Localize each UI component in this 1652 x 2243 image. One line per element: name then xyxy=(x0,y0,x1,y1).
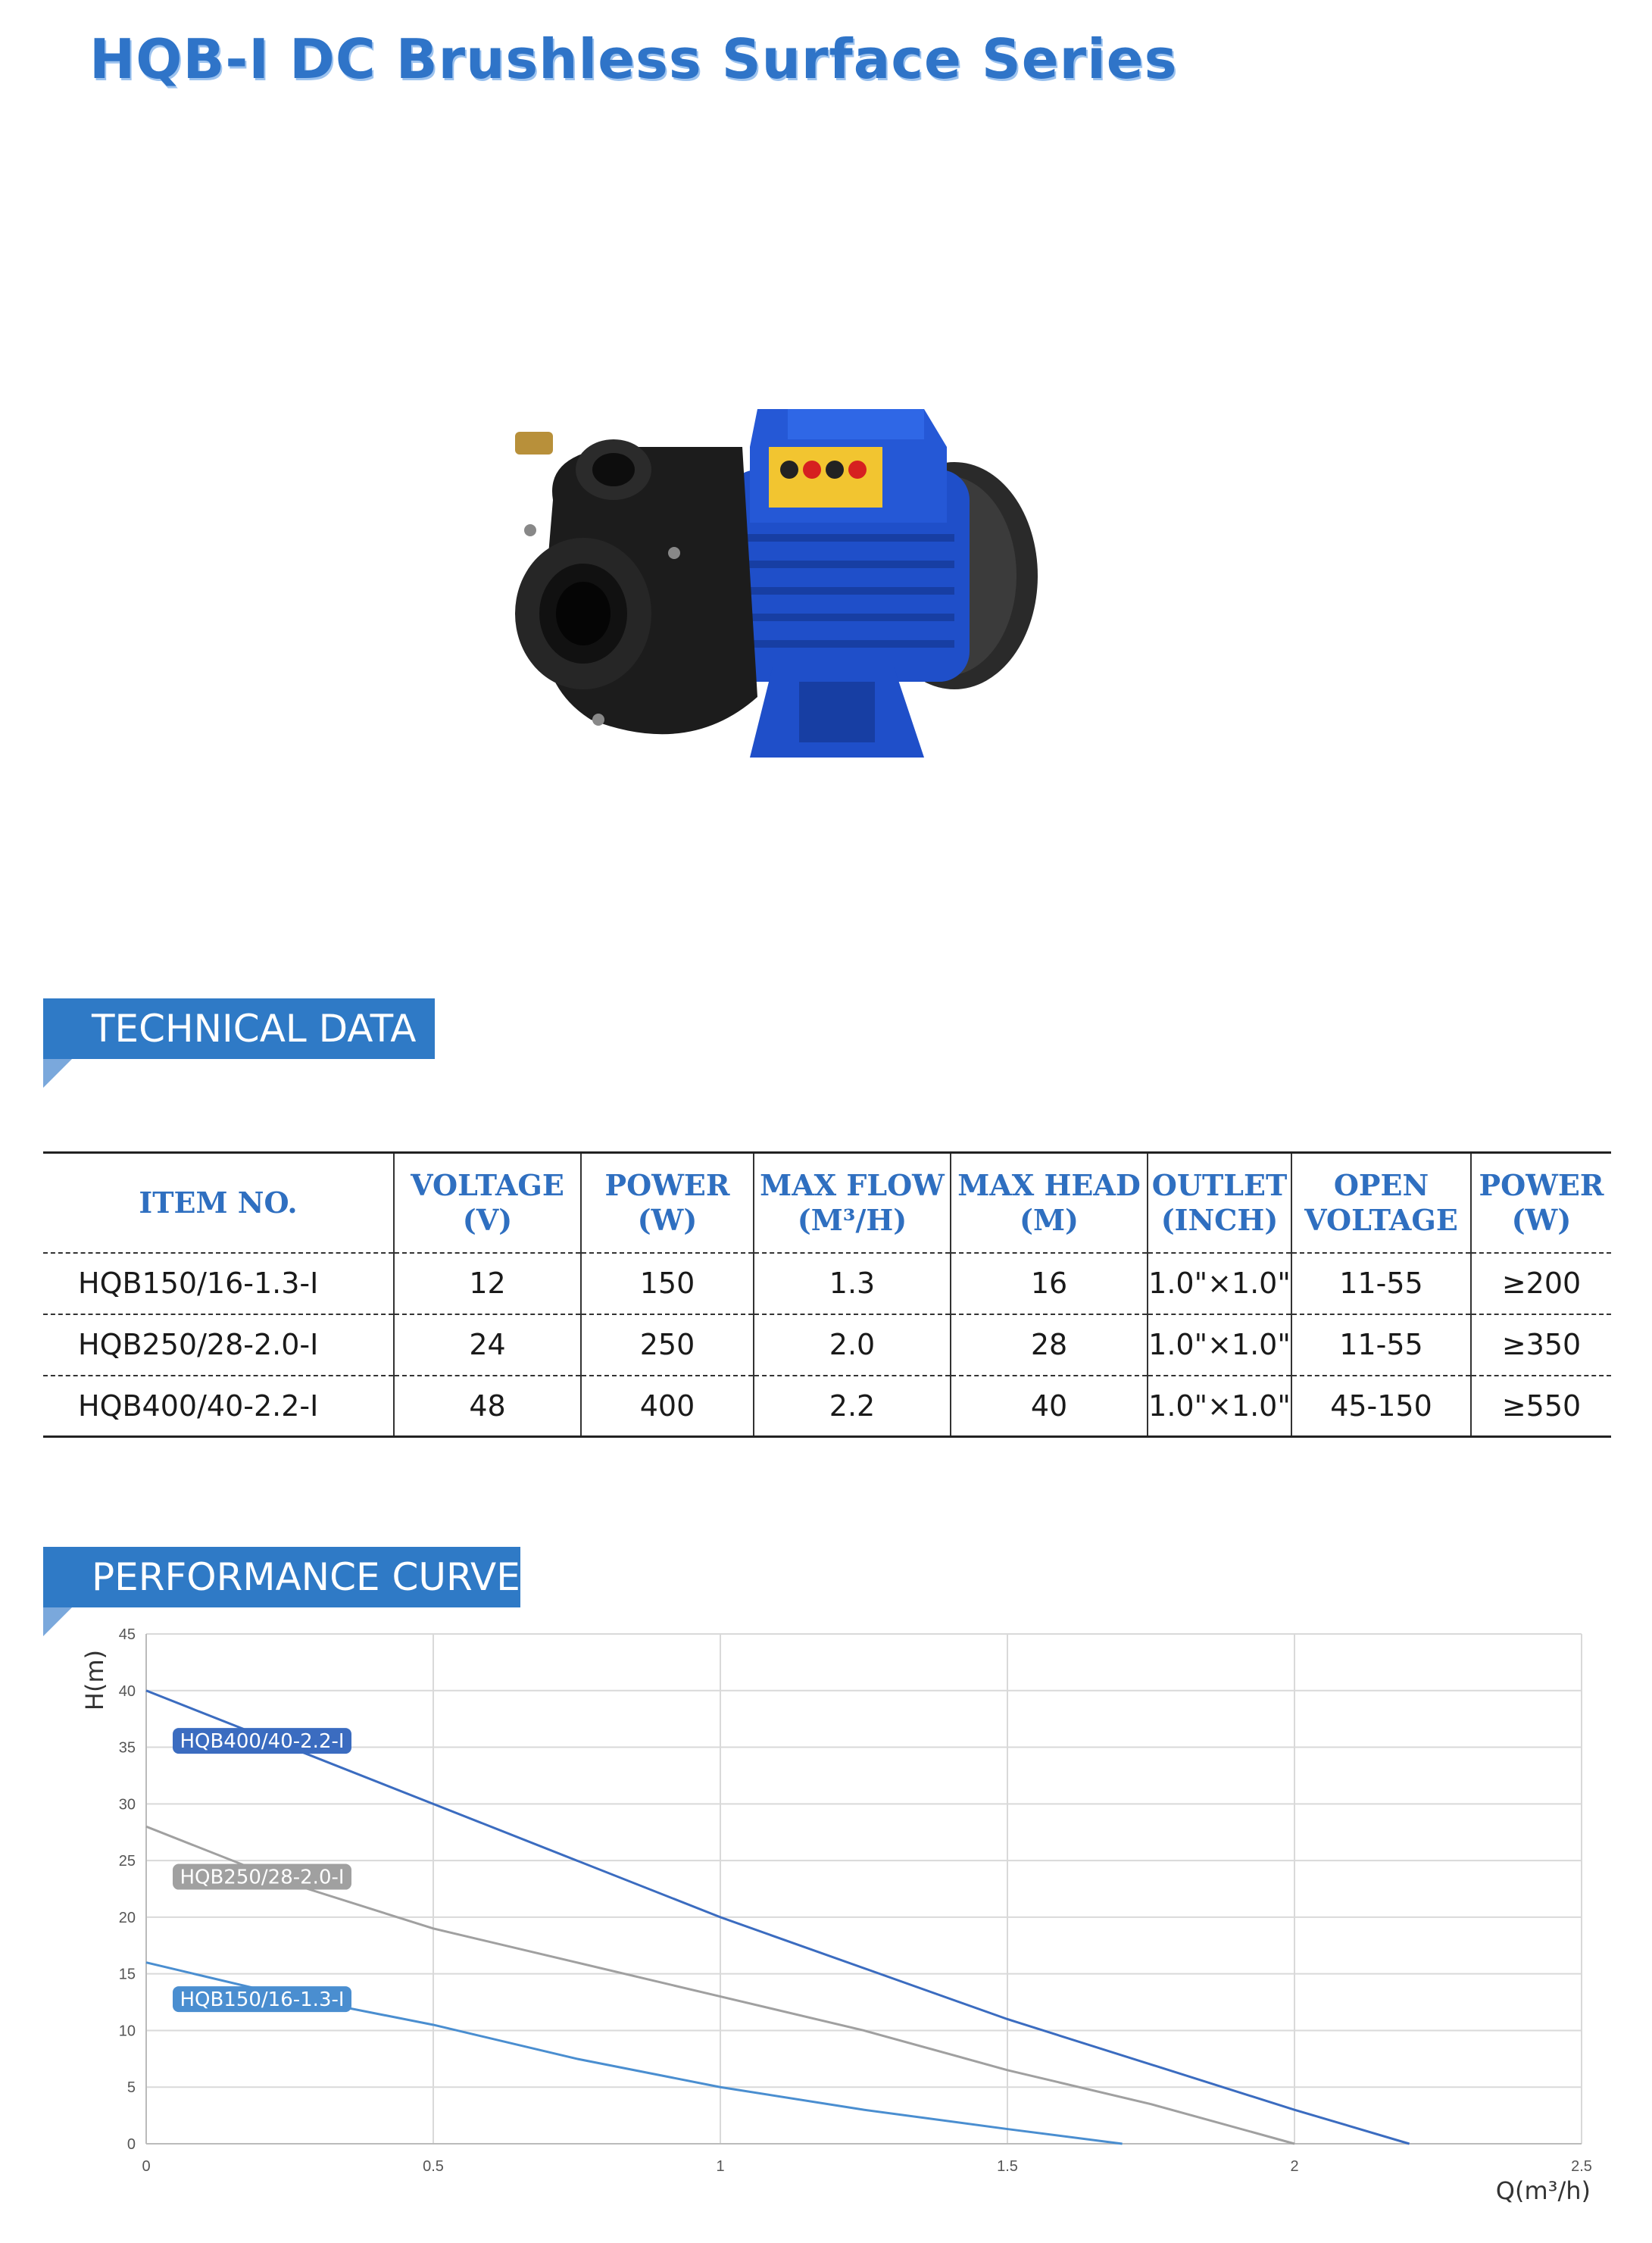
cell-open-voltage: 11-55 xyxy=(1291,1314,1471,1376)
header-item-no: ITEM NO. xyxy=(139,1185,298,1220)
cell-max-head: 40 xyxy=(951,1376,1148,1437)
y-tick-label: 5 xyxy=(126,2079,136,2097)
header-power-output: POWER (W) xyxy=(1471,1153,1611,1253)
cell-max-flow: 1.3 xyxy=(754,1253,951,1314)
y-tick-label: 30 xyxy=(118,1796,136,1813)
y-axis-label: H(m) xyxy=(80,1649,109,1711)
y-tick-label: 0 xyxy=(126,2136,136,2153)
series-label: HQB250/28-2.0-I xyxy=(180,1866,345,1889)
cell-voltage: 24 xyxy=(394,1314,581,1376)
y-tick-label: 15 xyxy=(118,1966,136,1983)
table-header-row xyxy=(43,1153,1611,1253)
y-tick-label: 20 xyxy=(118,1909,136,1926)
cell-max-head: 16 xyxy=(951,1253,1148,1314)
cell-voltage: 48 xyxy=(394,1376,581,1437)
technical-data-table xyxy=(43,1151,1611,1438)
performance-curve-banner: PERFORMANCE CURVE xyxy=(43,1547,520,1607)
y-tick-label: 10 xyxy=(118,2023,136,2040)
x-tick-label: 0 xyxy=(142,2158,151,2175)
cell-max-flow: 2.0 xyxy=(754,1314,951,1376)
cell-item-no: HQB400/40-2.2-I xyxy=(78,1389,319,1423)
x-tick-label: 1.5 xyxy=(997,2158,1018,2175)
cell-max-flow: 2.2 xyxy=(754,1376,951,1437)
header-max-head: MAX HEAD (M) xyxy=(951,1153,1148,1253)
x-axis-label: Q(m³/h) xyxy=(1495,2176,1591,2205)
header-open-voltage: OPEN VOLTAGE xyxy=(1291,1153,1471,1253)
cell-power-output: ≥350 xyxy=(1471,1314,1611,1376)
table-row xyxy=(43,1314,1611,1376)
performance-curve-chart xyxy=(0,1614,1652,2220)
x-tick-label: 1 xyxy=(716,2158,725,2175)
header-max-flow: MAX FLOW (M³/H) xyxy=(754,1153,951,1253)
header-power: POWER (W) xyxy=(581,1153,754,1253)
pump-product-image xyxy=(500,364,1076,803)
technical-data-banner: TECHNICAL DATA xyxy=(43,998,435,1059)
cell-outlet: 1.0"×1.0" xyxy=(1148,1253,1291,1314)
y-tick-label: 25 xyxy=(118,1853,136,1870)
series-label: HQB400/40-2.2-I xyxy=(180,1730,345,1754)
x-tick-label: 2.5 xyxy=(1571,2158,1592,2175)
cell-open-voltage: 11-55 xyxy=(1291,1253,1471,1314)
cell-outlet: 1.0"×1.0" xyxy=(1148,1376,1291,1437)
y-tick-label: 35 xyxy=(118,1739,136,1757)
cell-voltage: 12 xyxy=(394,1253,581,1314)
cell-power-output: ≥550 xyxy=(1471,1376,1611,1437)
table-row xyxy=(43,1376,1611,1437)
cell-power: 150 xyxy=(581,1253,754,1314)
cell-max-head: 28 xyxy=(951,1314,1148,1376)
x-tick-label: 0.5 xyxy=(423,2158,444,2175)
cell-power-output: ≥200 xyxy=(1471,1253,1611,1314)
banner-corner-decoration xyxy=(43,1059,72,1088)
series-label: HQB150/16-1.3-I xyxy=(180,1988,345,2012)
cell-item-no: HQB250/28-2.0-I xyxy=(78,1328,319,1361)
x-tick-label: 2 xyxy=(1290,2158,1299,2175)
header-voltage: VOLTAGE (V) xyxy=(394,1153,581,1253)
cell-open-voltage: 45-150 xyxy=(1291,1376,1471,1437)
cell-outlet: 1.0"×1.0" xyxy=(1148,1314,1291,1376)
page-title: HQB-I DC Brushless Surface Series xyxy=(89,27,1178,91)
cell-power: 400 xyxy=(581,1376,754,1437)
table-row xyxy=(43,1253,1611,1314)
y-tick-label: 45 xyxy=(118,1626,136,1643)
header-outlet: OUTLET (INCH) xyxy=(1148,1153,1291,1253)
y-tick-label: 40 xyxy=(118,1682,136,1700)
cell-item-no: HQB150/16-1.3-I xyxy=(78,1267,319,1300)
cell-power: 250 xyxy=(581,1314,754,1376)
